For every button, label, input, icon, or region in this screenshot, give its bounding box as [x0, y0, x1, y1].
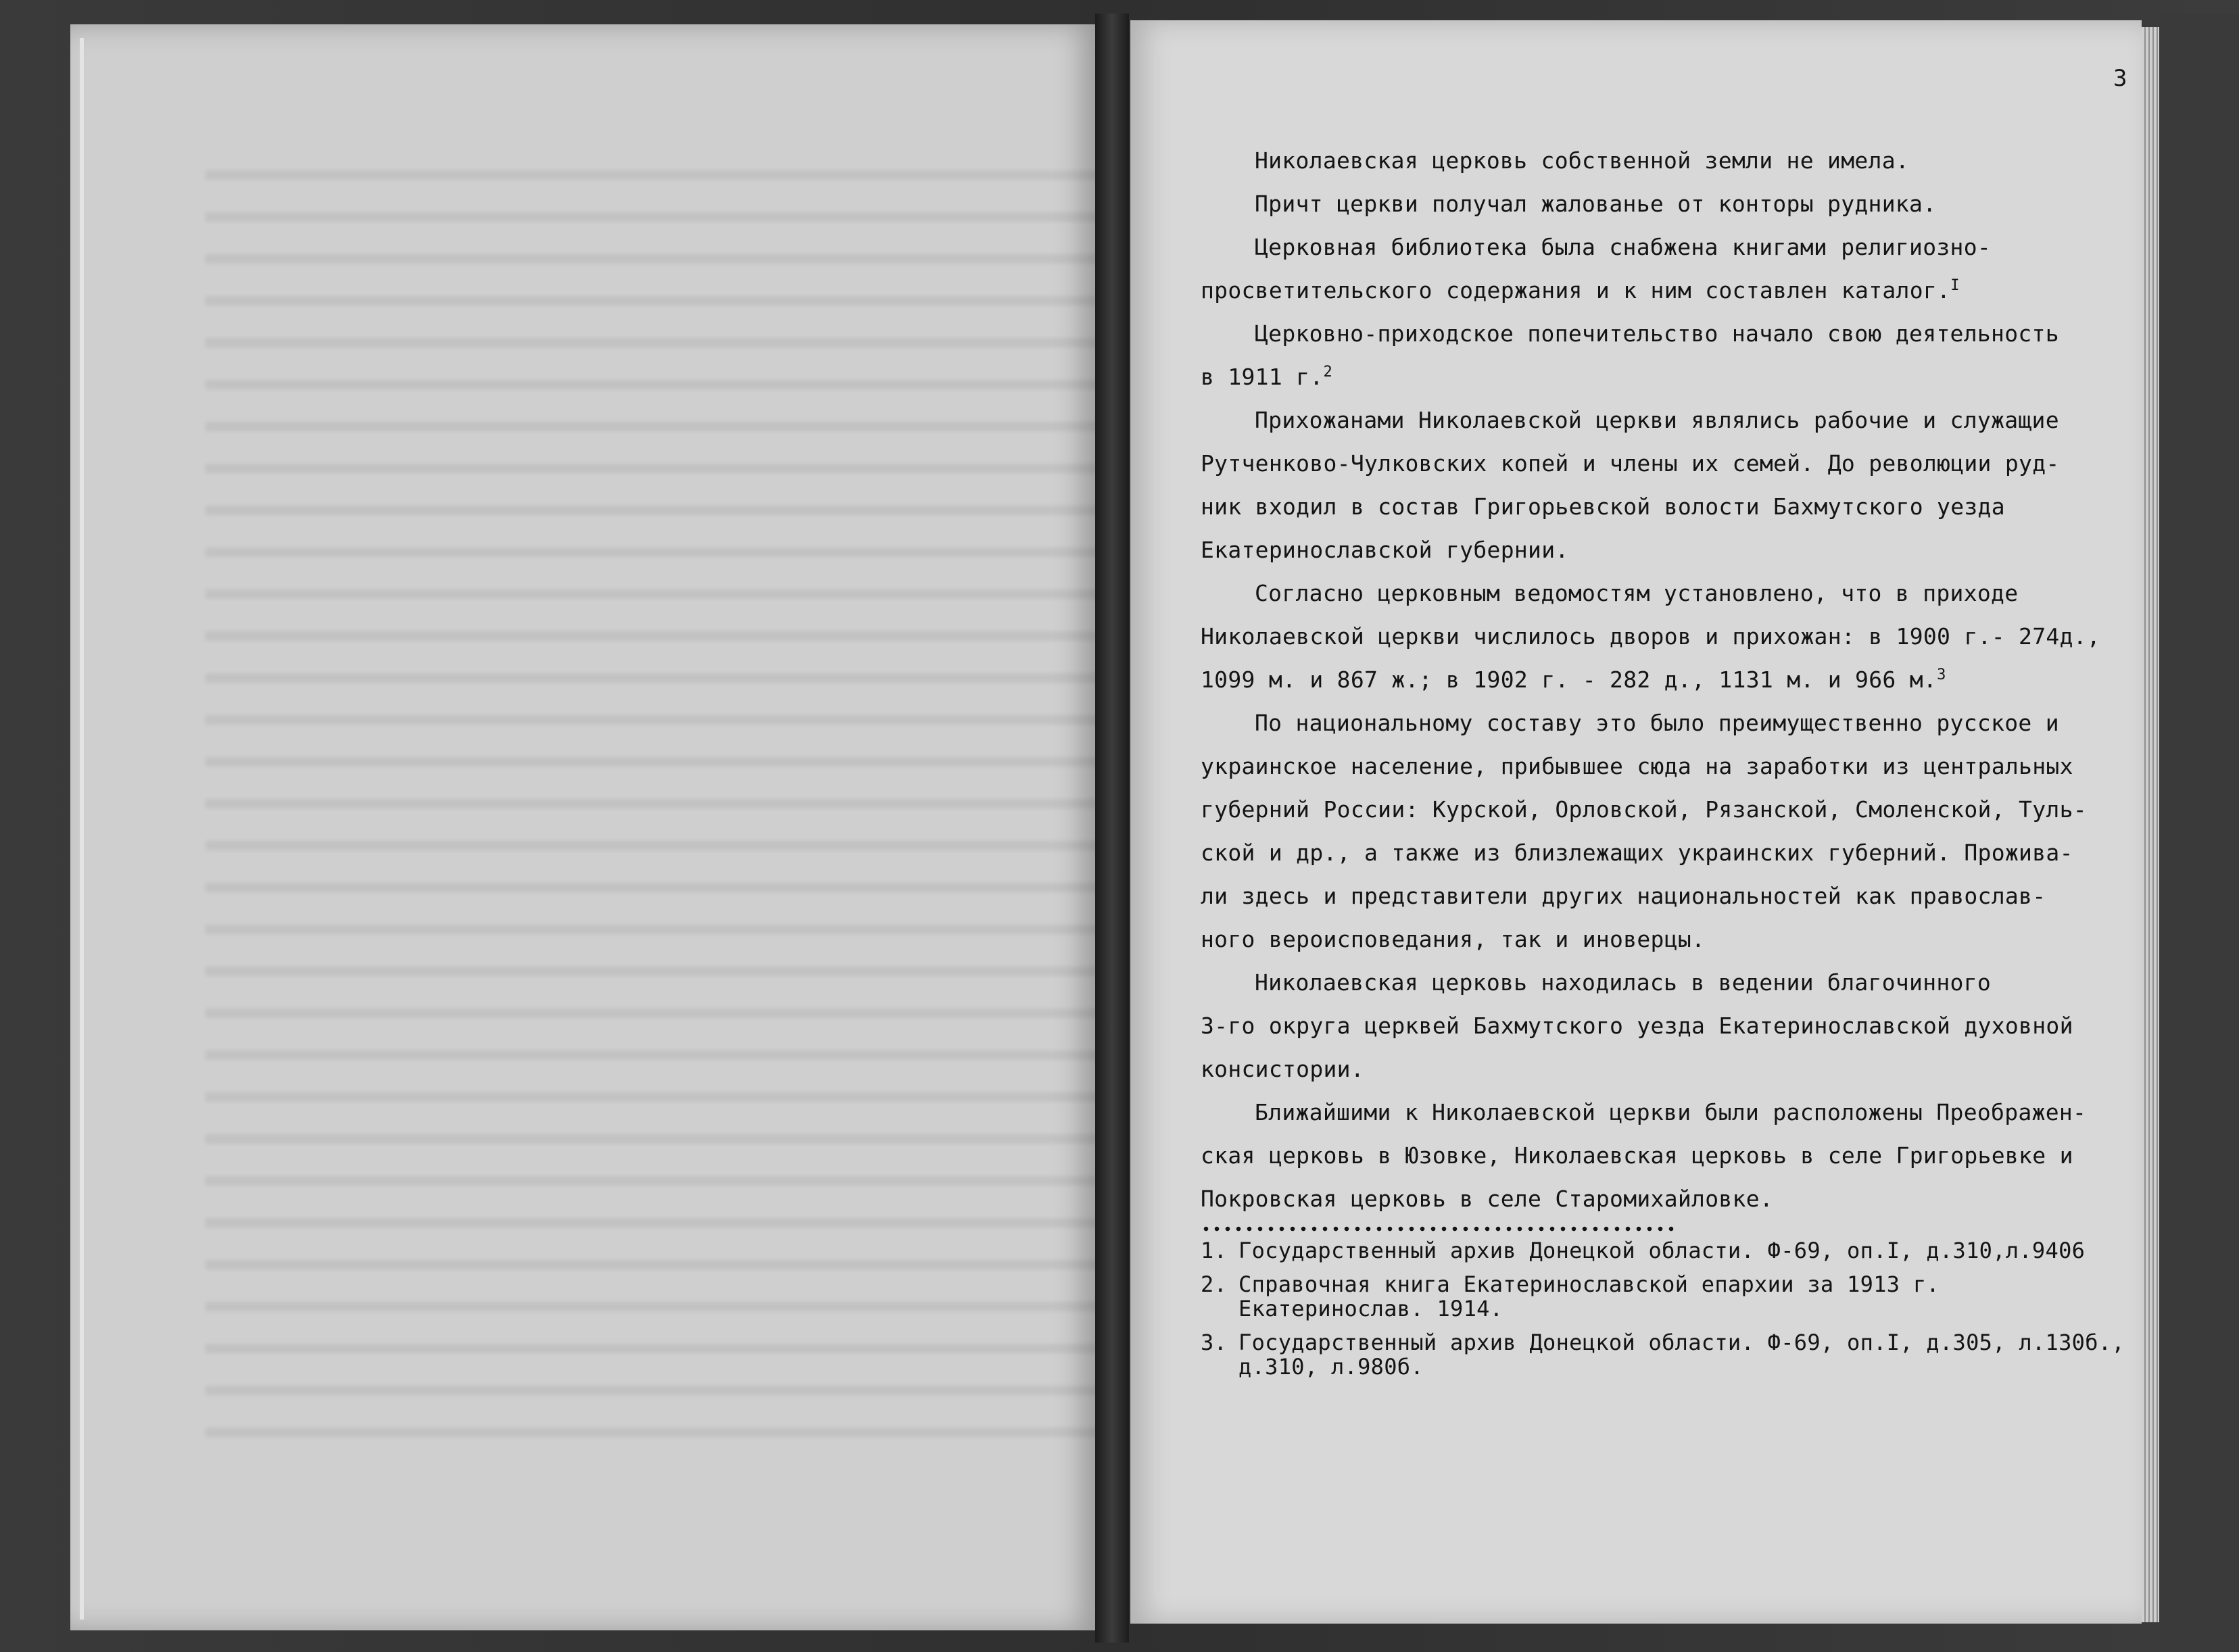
footnote-text: Государственный архив Донецкой области. Ф-69, оп.I, д.310,л.9406 [1238, 1238, 2086, 1263]
text-line: губерний России: Курской, Орловской, Рязанской, Смоленской, Туль- [1201, 796, 2087, 823]
paragraph [1201, 226, 2131, 312]
text-line: ли здесь и представители других национальностей как православ- [1201, 883, 2046, 909]
bleed-through-text [206, 153, 1098, 1437]
text-line: Покровская церковь в селе Старомихайловке. [1201, 1186, 1774, 1212]
page-number: 3 [2113, 65, 2127, 92]
footnote-reference: 3 [1937, 666, 1946, 683]
footnote [1201, 1238, 2131, 1263]
text-line: ного вероисповедания, так и иноверцы. [1201, 926, 1706, 952]
text-line: Церковная библиотека была снабжена книгами религиозно- [1255, 234, 1992, 260]
footnote-number: 2. [1201, 1271, 1228, 1297]
footnote-reference: I [1950, 277, 1960, 294]
document-body [1201, 139, 2131, 1221]
text-line: консистории. [1201, 1056, 1365, 1082]
paragraph [1201, 961, 2131, 1091]
paragraph [1201, 572, 2131, 702]
text-line: Николаевская церковь находилась в ведении благочинного [1255, 969, 1992, 996]
paragraph [1201, 139, 2131, 183]
text-line: ская церковь в Юзовке, Николаевская церковь в селе Григорьевке и [1201, 1142, 2073, 1169]
left-page-edge [80, 38, 84, 1620]
text-line: Прихожанами Николаевской церкви являлись рабочие и служащие [1255, 407, 2059, 433]
text-line: ской и др., а также из близлежащих украинских губерний. Прожива- [1201, 840, 2073, 866]
paragraph [1201, 702, 2131, 961]
footnote [1201, 1272, 2131, 1321]
text-line: 3-го округа церквей Бахмутского уезда Екатеринославской духовной [1201, 1013, 2073, 1039]
text-line: Церковно-приходское попечительство начало свою деятельность [1255, 320, 2059, 347]
text-line: По национальному составу это было преимущественно русское и [1255, 710, 2059, 736]
footnote-number: 3. [1201, 1330, 1228, 1355]
footnotes [1201, 1238, 2131, 1379]
text-line: Екатеринославской губернии. [1201, 537, 1569, 563]
text-line: Рутченково-Чулковских копей и члены их семей. До революции руд- [1201, 450, 2060, 477]
footnote [1201, 1330, 2131, 1379]
paragraph [1201, 399, 2131, 572]
text-line: Причт церкви получал жалованье от конторы рудника. [1255, 191, 1937, 217]
scan-margin [2159, 14, 2239, 1652]
footnote-reference: 2 [1323, 364, 1333, 381]
text-line: просветительского содержания и к ним составлен каталог.$^I$ [1201, 277, 1960, 303]
text-line: Ближайшими к Николаевской церкви были расположены Преображен- [1255, 1099, 2087, 1125]
footnote-separator [1201, 1226, 1674, 1232]
paragraph [1201, 183, 2131, 226]
text-line: Согласно церковным ведомостям установлено, что в приходе [1255, 580, 2019, 606]
book-spine [1095, 14, 1129, 1643]
paragraph [1201, 312, 2131, 399]
text-line: в 1911 г.$^2$ [1201, 364, 1333, 390]
left-page-blank [70, 24, 1095, 1630]
typed-document [1201, 65, 2131, 1388]
page-stack-edge [2142, 27, 2159, 1622]
footnote-text: Государственный архив Донецкой области. Ф-69, оп.I, д.305, л.130б., д.310, л.980б. [1238, 1330, 2125, 1380]
text-line: Николаевской церкви числилось дворов и прихожан: в 1900 г.- 274д., [1201, 623, 2101, 650]
text-line: 1099 м. и 867 ж.; в 1902 г. - 282 д., 1131 м. и 966 м.$^3$ [1201, 666, 1946, 693]
footnote-text: Справочная книга Екатеринославской епархии за 1913 г. Екатеринослав. 1914. [1238, 1271, 1940, 1321]
text-line: ник входил в состав Григорьевской волости Бахмутского уезда [1201, 493, 2005, 520]
text-line: Николаевская церковь собственной земли не имела. [1255, 147, 1910, 174]
paragraph [1201, 1091, 2131, 1221]
footnote-number: 1. [1201, 1238, 1228, 1263]
text-line: украинское население, прибывшее сюда на заработки из центральных [1201, 753, 2073, 779]
